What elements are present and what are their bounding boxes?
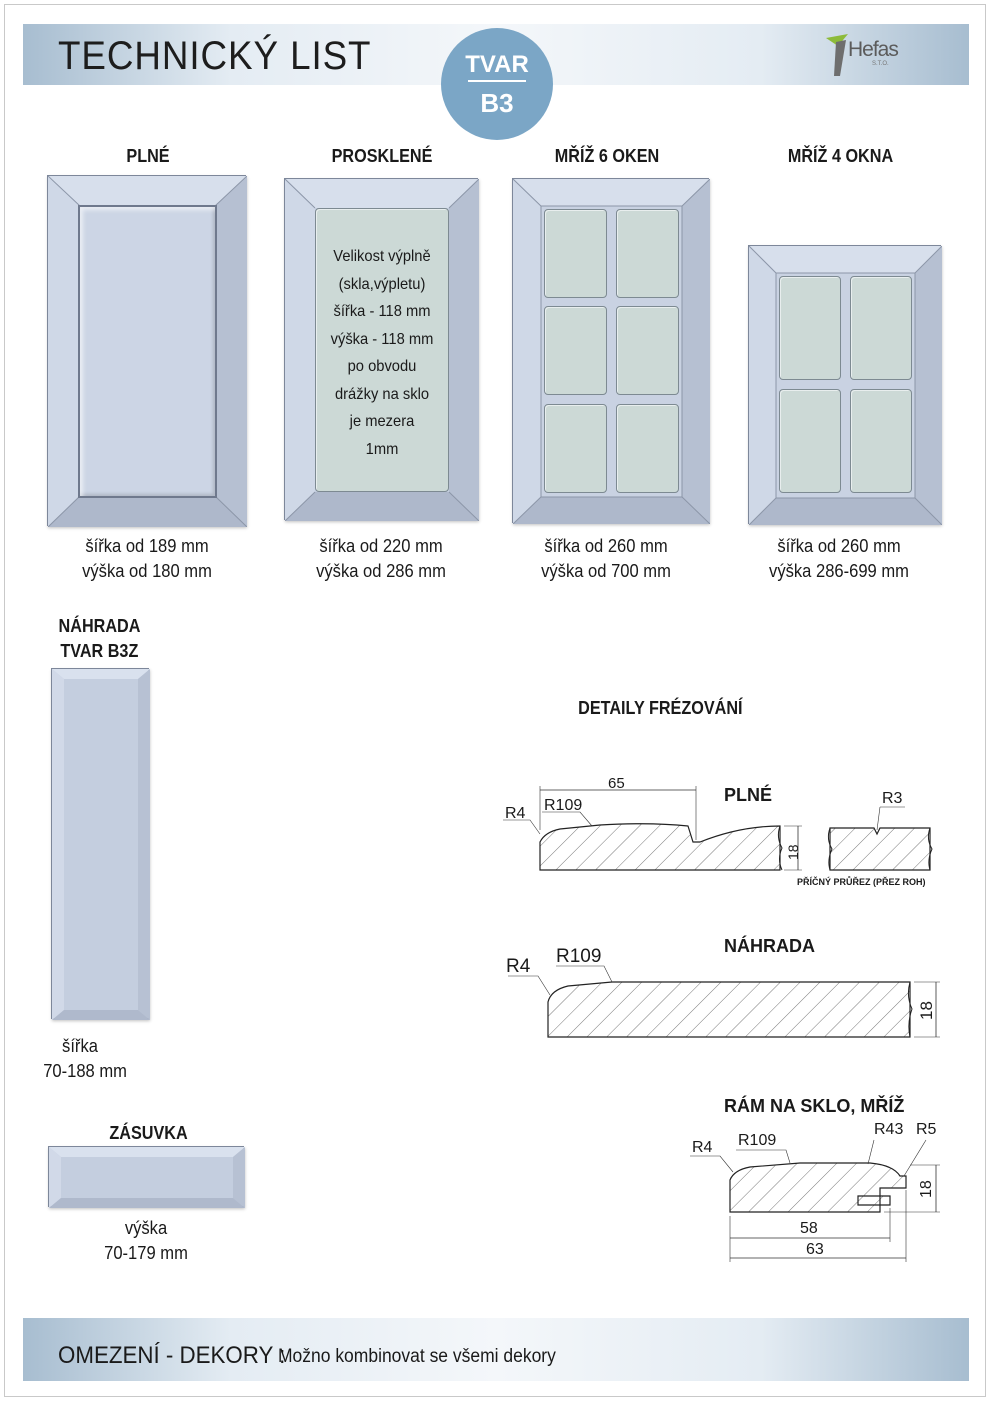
badge-bottom: B3 [480,88,514,118]
dim-r3: R3 [882,790,903,807]
dim-label: šířka [62,1036,98,1056]
profile-plne-label: PLNÉ [724,785,773,805]
dim-63: 63 [806,1241,824,1258]
nahrada-sublabel: TVAR B3Z [60,641,139,661]
door-label-mriz4: MŘÍŽ 4 OKNA [787,146,894,166]
glass-note-line: po obvodu [347,358,417,375]
glass-note-line: je mezera [349,413,415,430]
dim-height: výška 286-699 mm [769,561,909,581]
footer-title: OMEZENÍ - DEKORY : [58,1342,286,1369]
profile-nahrada-label: NÁHRADA [724,936,815,956]
dim-height: výška od 286 mm [316,561,446,581]
dim-width: šířka od 260 mm [777,536,901,556]
profile-ram-label: RÁM NA SKLO, MŘÍŽ [724,1096,905,1116]
glass-note-line: (skla,výpletu) [338,275,426,293]
glass-note-line: šířka - 118 mm [333,303,431,320]
footer-text: Možno kombinovat se všemi dekory [278,1346,556,1367]
glass-note-line: výška - 118 mm [330,330,434,348]
dim-width: šířka od 189 mm [85,536,209,556]
dim-65: 65 [608,775,625,792]
dim-value: 70-188 mm [43,1061,127,1081]
dim-18: 18 [785,844,801,860]
dim-r4: R4 [505,805,526,822]
glass-note-line: drážky na sklo [334,385,430,403]
dim-r109: R109 [556,946,602,967]
dim-18: 18 [917,1001,936,1020]
dim-r109: R109 [544,797,583,814]
door-label-mriz6: MŘÍŽ 6 OKEN [554,146,660,166]
dim-r5: R5 [916,1121,937,1138]
logo-sub: S.T.O. [872,61,889,67]
dim-r4: R4 [506,956,531,977]
details-title: DETAILY FRÉZOVÁNÍ [578,698,743,718]
dim-18: 18 [918,1180,935,1198]
profile-nahrada [508,966,940,1037]
dim-label: výška [124,1218,168,1238]
dim-height: výška od 700 mm [541,561,671,581]
glass-note-line: 1mm [365,440,399,458]
dim-58: 58 [800,1220,818,1237]
badge-top: TVAR [465,51,529,78]
door-label-plne: PLNÉ [126,146,170,166]
dim-r109: R109 [738,1132,777,1149]
dim-width: šířka od 260 mm [544,536,668,556]
dim-height: výška od 180 mm [82,561,212,581]
zasuvka-label: ZÁSUVKA [109,1123,188,1143]
dim-width: šířka od 220 mm [319,536,443,556]
cross-section-note: PŘÍČNÝ PRŮŘEZ (PŘEZ ROH) [797,877,926,887]
dim-r4: R4 [692,1139,713,1156]
profile-plne-cross [828,807,932,870]
page-title: TECHNICKÝ LIST [58,34,372,78]
dim-r43: R43 [874,1121,904,1138]
dim-value: 70-179 mm [104,1243,188,1263]
glass-note-line: Velikost výplně [333,248,431,265]
logo-text: Hefas [848,38,898,61]
door-label-prosklene: PROSKLENÉ [331,146,433,166]
nahrada-label: NÁHRADA [58,616,141,636]
